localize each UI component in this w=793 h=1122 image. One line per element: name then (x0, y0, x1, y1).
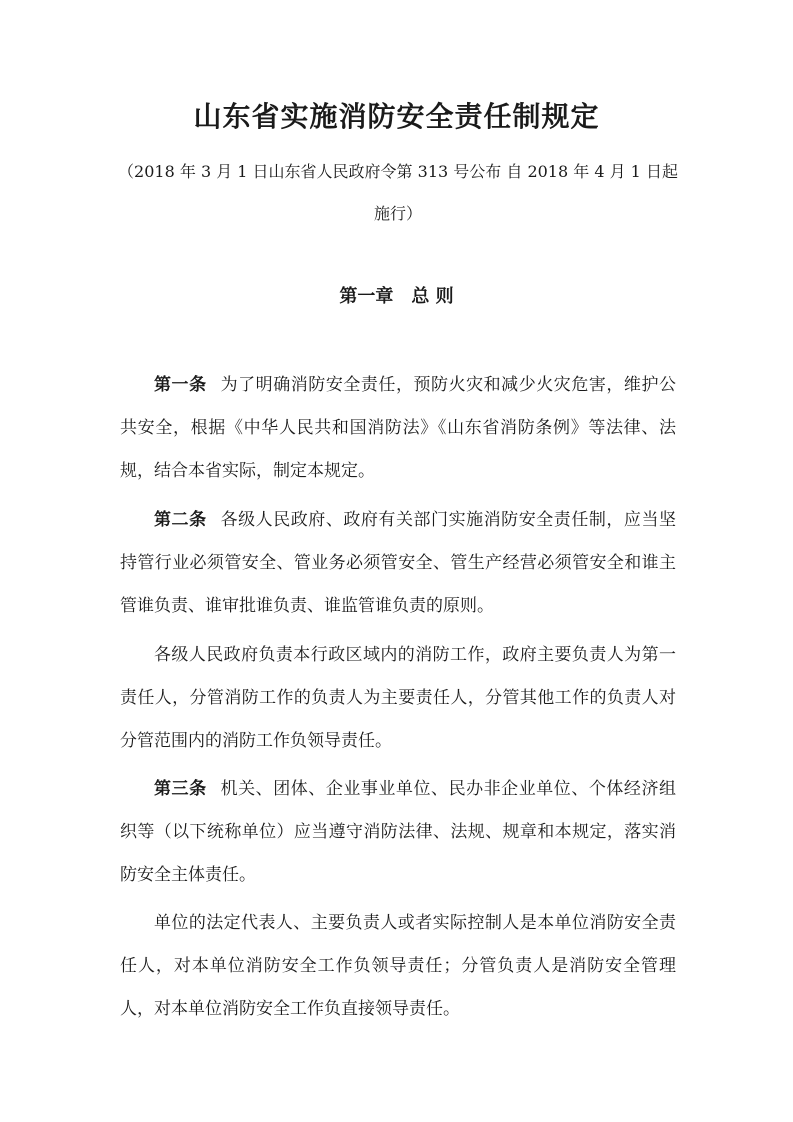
article-1-paragraph (120, 364, 676, 493)
article-text: 单位的法定代表人、主要负责人或者实际控制人是本单位消防安全责任人，对本单位消防安全工作负领导责任；分管负责人是消防安全管理人，对本单位消防安全工作负直接领导责任。 (120, 913, 676, 1019)
article-label: 第二条 (154, 510, 207, 530)
article-text: 各级人民政府负责本行政区域内的消防工作，政府主要负责人为第一责任人，分管消防工作的负责人为主要责任人，分管其他工作的负责人对分管范围内的消防工作负领导责任。 (120, 645, 676, 751)
article-label: 第三条 (154, 779, 207, 799)
article-2-paragraph (120, 499, 676, 628)
article-text: 各级人民政府、政府有关部门实施消防安全责任制，应当坚持管行业必须管安全、管业务必须管安全、管生产经营必须管安全和谁主管谁负责、谁审批谁负责、谁监管谁负责的原则。 (120, 510, 677, 616)
promulgation-note: （2018 年 3 月 1 日山东省人民政府令第 313 号公布 自 2018 年 4 月 1 日起施行） (118, 162, 678, 223)
article-label: 第一条 (154, 375, 207, 395)
document-title: 山东省实施消防安全责任制规定 (193, 100, 600, 133)
article-text: 为了明确消防安全责任，预防火灾和减少火灾危害，维护公共安全，根据《中华人民共和国消防法》《山东省消防条例》等法律、法规，结合本省实际，制定本规定。 (120, 375, 677, 481)
chapter-heading: 第一章 总 则 (339, 286, 454, 307)
article-2-clause-2-paragraph (120, 634, 676, 763)
article-text: 机关、团体、企业事业单位、民办非企业单位、个体经济组织等（以下统称单位）应当遵守消防法律、法规、规章和本规定，落实消防安全主体责任。 (120, 779, 677, 885)
article-3-clause-2-paragraph (120, 902, 676, 1031)
article-3-paragraph (120, 768, 676, 897)
